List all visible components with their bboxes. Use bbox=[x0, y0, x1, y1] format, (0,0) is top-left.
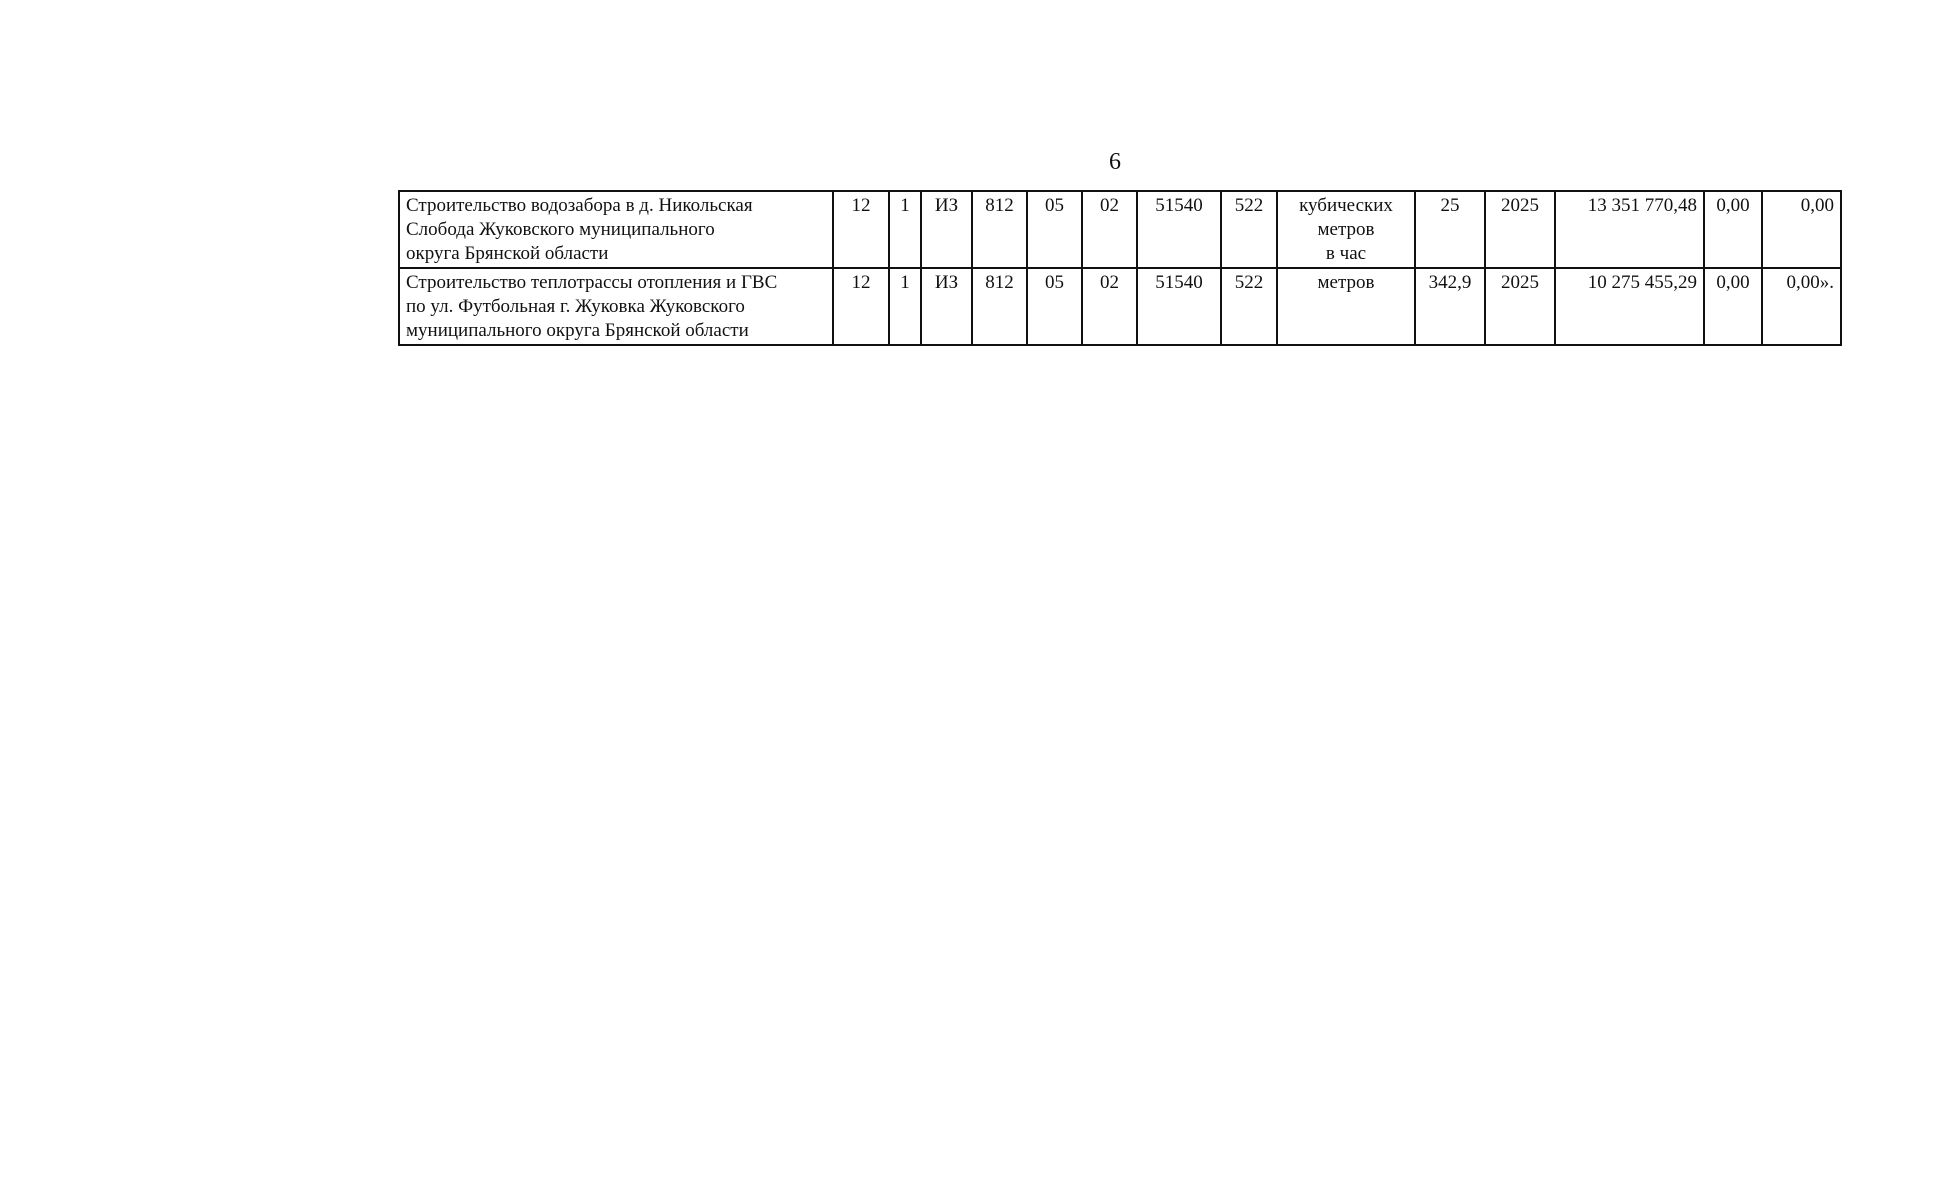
value-cell: 0,00 bbox=[1704, 191, 1762, 268]
budget-table bbox=[398, 190, 1842, 346]
object-name-cell: Строительство водозабора в д. Никольская Слобода Жуковского муниципального округа Брянской области bbox=[399, 191, 833, 268]
amount-cell: 10 275 455,29 bbox=[1555, 268, 1704, 345]
object-name-cell: Строительство теплотрассы отопления и ГВС по ул. Футбольная г. Жуковка Жуковского муниципального округа Брянской области bbox=[399, 268, 833, 345]
capacity-cell: 342,9 bbox=[1415, 268, 1485, 345]
code-cell: 12 bbox=[833, 268, 889, 345]
code-cell: 05 bbox=[1027, 191, 1082, 268]
code-cell: 51540 bbox=[1137, 191, 1221, 268]
table-row bbox=[399, 191, 1841, 268]
code-cell: 1 bbox=[889, 268, 921, 345]
unit-cell: метров bbox=[1277, 268, 1415, 345]
unit-cell: кубических метров в час bbox=[1277, 191, 1415, 268]
code-cell: 12 bbox=[833, 191, 889, 268]
code-cell: 05 bbox=[1027, 268, 1082, 345]
year-cell: 2025 bbox=[1485, 268, 1555, 345]
capacity-cell: 25 bbox=[1415, 191, 1485, 268]
value-cell: 0,00 bbox=[1704, 268, 1762, 345]
code-cell: 812 bbox=[972, 191, 1027, 268]
code-cell: 1 bbox=[889, 191, 921, 268]
code-cell: 02 bbox=[1082, 191, 1137, 268]
code-cell: 522 bbox=[1221, 268, 1277, 345]
code-cell: ИЗ bbox=[921, 191, 972, 268]
code-cell: 02 bbox=[1082, 268, 1137, 345]
code-cell: 812 bbox=[972, 268, 1027, 345]
page-number: 6 bbox=[1109, 149, 1121, 175]
code-cell: ИЗ bbox=[921, 268, 972, 345]
value-cell: 0,00 bbox=[1762, 191, 1841, 268]
code-cell: 51540 bbox=[1137, 268, 1221, 345]
table-row bbox=[399, 268, 1841, 345]
amount-cell: 13 351 770,48 bbox=[1555, 191, 1704, 268]
value-cell: 0,00». bbox=[1762, 268, 1841, 345]
code-cell: 522 bbox=[1221, 191, 1277, 268]
year-cell: 2025 bbox=[1485, 191, 1555, 268]
